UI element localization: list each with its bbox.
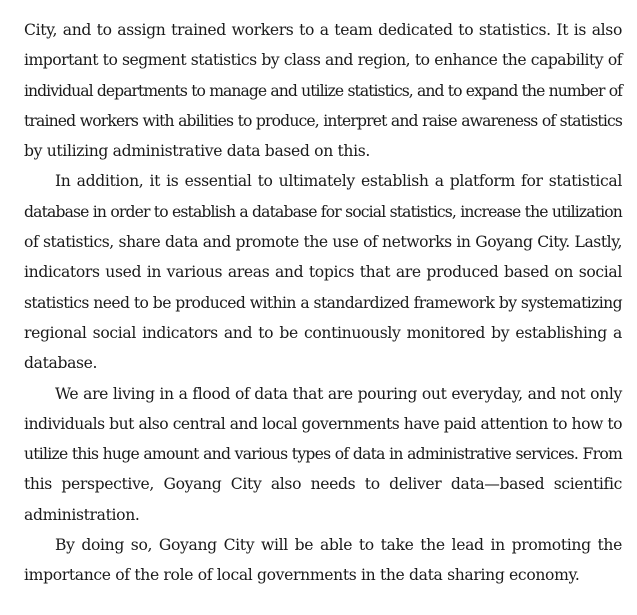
text-line: We are living in a flood of data that are pouring out everyday, and not only (55, 384, 622, 403)
text-line: By doing so, Goyang City will be able to take the lead in promoting the (55, 536, 622, 555)
text-line: of statistics, share data and promote the use of networks in Goyang City. Lastly, (24, 233, 622, 252)
text-line: regional social indicators and to be continuously monitored by establishing a (24, 323, 622, 342)
text-line: by utilizing administrative data based on this. (24, 142, 370, 161)
document-body (24, 15, 622, 591)
text-line: individuals but also central and local governments have paid attention to how to (24, 414, 622, 433)
text-line: trained workers with abilities to produce, interpret and raise awareness of statistics (24, 111, 622, 130)
text-line: important to segment statistics by class and region, to enhance the capability of (24, 51, 622, 70)
text-line: importance of the role of local governments in the data sharing economy. (24, 566, 580, 585)
text-line: database in order to establish a database for social statistics, increase the utilization (24, 202, 622, 221)
text-line: In addition, it is essential to ultimately establish a platform for statistical (55, 172, 622, 191)
text-line: utilize this huge amount and various types of data in administrative services. From (24, 445, 622, 464)
text-line: City, and to assign trained workers to a team dedicated to statistics. It is also (24, 21, 622, 39)
paragraph (24, 530, 622, 591)
text-line: statistics need to be produced within a standardized framework by systematizing (24, 293, 622, 312)
text-line: individual departments to manage and utilize statistics, and to expand the number of (24, 81, 622, 100)
text-line: database. (24, 354, 98, 373)
paragraph (24, 379, 622, 530)
paragraph (24, 166, 622, 378)
paragraph (24, 15, 622, 166)
text-line: this perspective, Goyang City also needs to deliver data—based scientific (24, 475, 622, 494)
text-line: indicators used in various areas and topics that are produced based on social (24, 263, 622, 282)
text-line: administration. (24, 505, 140, 524)
